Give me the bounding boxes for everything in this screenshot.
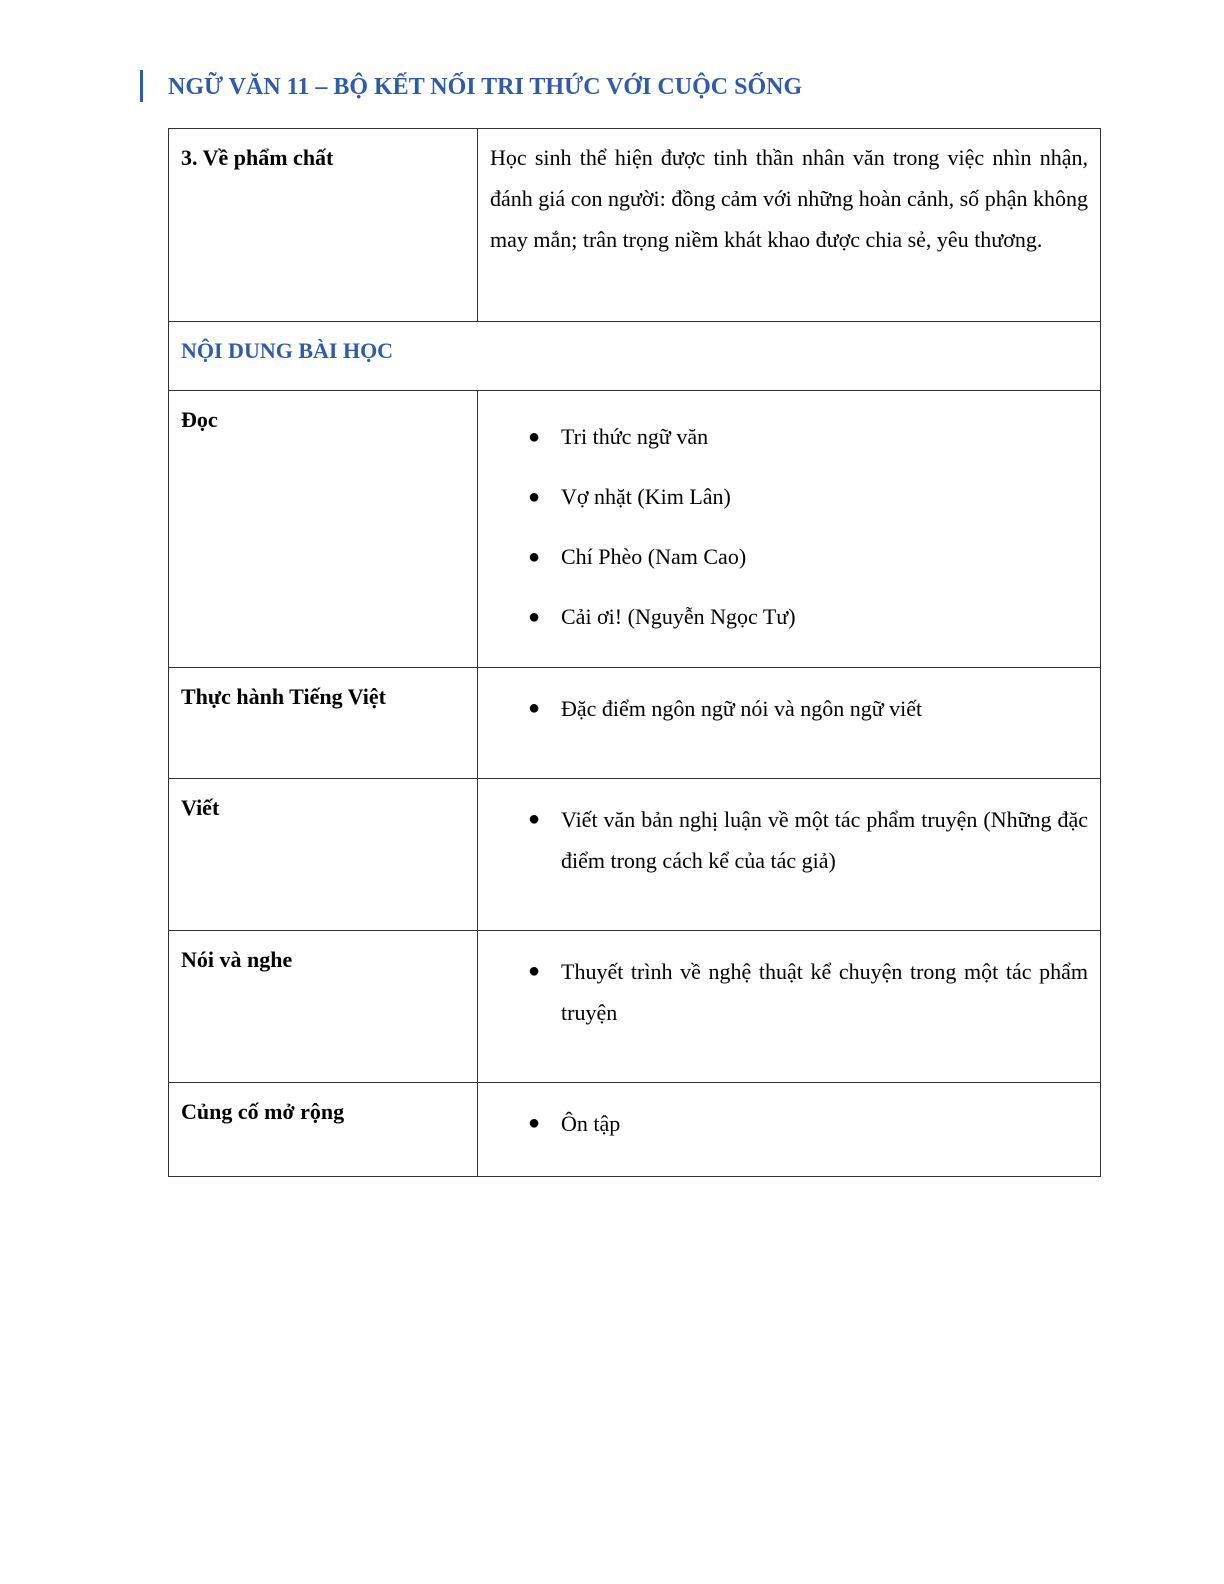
bullet-icon: ● [528,1112,541,1134]
list-item-text: Ôn tập [561,1111,621,1136]
bullet-list [490,951,1088,1033]
bullet-list [490,407,1088,647]
list-item-text: Thuyết trình về nghệ thuật kể chuyện trong một tác phẩm truyện [561,959,1088,1025]
table-row-noi-nghe [169,931,1101,1083]
list-item [490,1103,1088,1144]
header-accent-bar [140,70,143,102]
row-content [478,931,1101,1083]
row-content [478,391,1101,668]
list-item-text: Đặc điểm ngôn ngữ nói và ngôn ngữ viết [561,696,923,721]
bullet-icon: ● [528,697,541,719]
list-item [490,407,1088,467]
row-label: Viết [169,779,478,931]
list-item-text: Vợ nhặt (Kim Lân) [561,484,731,509]
table-row-pham-chat [169,129,1101,322]
row-label: Thực hành Tiếng Việt [169,668,478,779]
bullet-icon: ● [528,486,541,508]
table-row-section [169,322,1101,391]
list-item-text: Tri thức ngữ văn [561,424,709,449]
list-item-text: Cải ơi! (Nguyễn Ngọc Tư) [561,604,796,629]
row-content [478,779,1101,931]
list-item [490,527,1088,587]
row-label: Củng cố mở rộng [169,1083,478,1177]
row-label: Đọc [169,391,478,668]
list-item-text: Viết văn bản nghị luận về một tác phẩm truyện (Những đặc điểm trong cách kể của tác giả) [561,807,1088,873]
page-header-title: NGỮ VĂN 11 – BỘ KẾT NỐI TRI THỨC VỚI CUỘC SỐNG [168,74,803,100]
bullet-icon: ● [528,960,541,982]
bullet-icon: ● [528,606,541,628]
bullet-list [490,799,1088,881]
bullet-list [490,1103,1088,1144]
section-title: NỘI DUNG BÀI HỌC [169,322,1101,391]
table-row-viet [169,779,1101,931]
row-content [478,668,1101,779]
list-item [490,467,1088,527]
list-item [490,951,1088,1033]
list-item [490,587,1088,647]
bullet-icon: ● [528,808,541,830]
list-item [490,799,1088,881]
list-item [490,688,1088,729]
bullet-icon: ● [528,426,541,448]
row-label: Nói và nghe [169,931,478,1083]
lesson-plan-table [168,128,1101,1177]
table-row-doc [169,391,1101,668]
row-content-text: Học sinh thể hiện được tinh thần nhân văn trong việc nhìn nhận, đánh giá con người: đồng cảm với những hoàn cảnh, số phận không may mắn; trân trọng niềm khát khao được chia sẻ, yêu thương. [478,129,1101,322]
bullet-icon: ● [528,546,541,568]
row-label: 3. Về phẩm chất [169,129,478,322]
row-content [478,1083,1101,1177]
table-row-cung-co [169,1083,1101,1177]
table-row-thuc-hanh [169,668,1101,779]
list-item-text: Chí Phèo (Nam Cao) [561,544,747,569]
bullet-list [490,688,1088,729]
